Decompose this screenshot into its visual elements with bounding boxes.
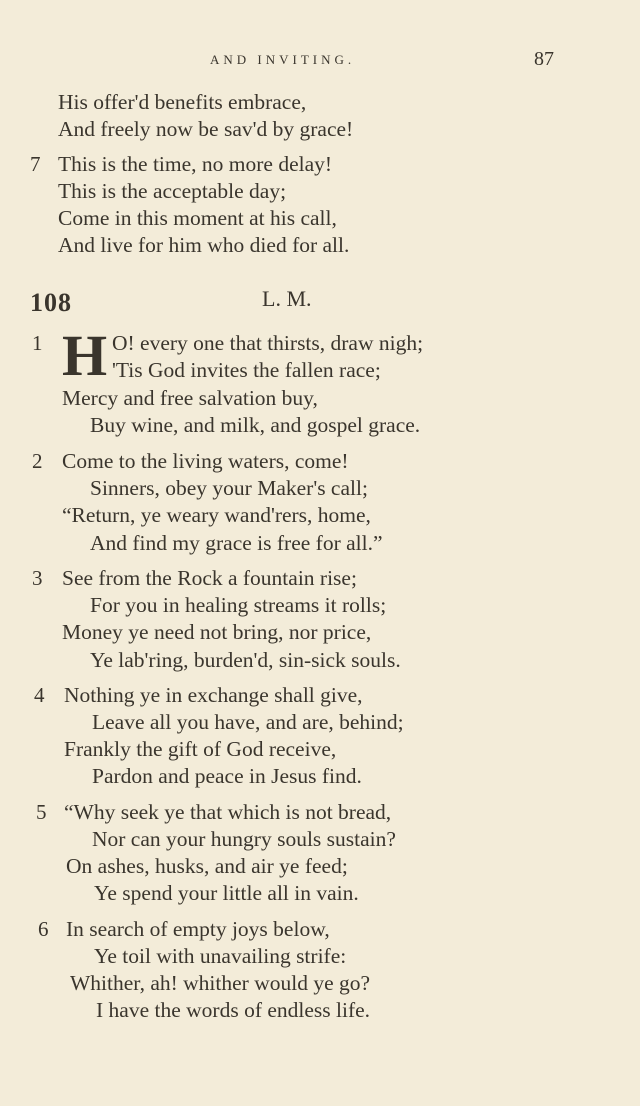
stanza-number: 4 [34,683,45,707]
verse-line: O! every one that thirsts, draw nigh; [112,331,424,355]
verse-line: For you in healing streams it rolls; [90,593,387,617]
stanza-number: 6 [38,917,49,941]
verse-line: Mercy and free salvation buy, [62,386,318,410]
stanza-number: 2 [32,449,43,473]
verse-line: See from the Rock a fountain rise; [62,566,357,590]
verse-line: Nothing ye in exchange shall give, [64,683,363,707]
verse-line: Buy wine, and milk, and gospel grace. [90,413,421,437]
verse-line: In search of empty joys below, [66,917,330,941]
verse-line: Ye spend your little all in vain. [94,881,359,905]
hymn-meter: L. M. [262,286,312,311]
hymn-number: 108 [30,288,72,317]
stanza-number: 3 [32,566,43,590]
verse-line: “Why seek ye that which is not bread, [64,800,392,824]
drop-cap: H [62,323,108,388]
verse-line: Sinners, obey your Maker's call; [90,476,368,500]
verse-line: On ashes, husks, and air ye feed; [66,854,348,878]
verse-line: And live for him who died for all. [58,233,350,257]
page-number: 87 [534,48,554,70]
verse-line: Ye lab'ring, burden'd, sin-sick souls. [90,648,401,672]
verse-line: Money ye need not bring, nor price, [62,620,372,644]
verse-line: I have the words of endless life. [96,998,371,1022]
verse-line: 'Tis God invites the fallen race; [112,358,381,382]
stanza-number: 7 [30,152,41,176]
verse-line: Pardon and peace in Jesus find. [92,764,362,788]
verse-line: And freely now be sav'd by grace! [58,117,354,141]
verse-line: Come to the living waters, come! [62,449,349,473]
verse-line: Come in this moment at his call, [58,206,337,230]
running-head [0,50,640,74]
stanza-number: 1 [32,331,43,355]
verse-line: This is the acceptable day; [58,179,287,203]
verse-line: Ye toil with unavailing strife: [94,944,347,968]
verse-line: This is the time, no more delay! [58,152,333,176]
verse-line: And find my grace is free for all.” [90,531,383,555]
verse-line: “Return, ye weary wand'rers, home, [62,503,371,527]
verse-line: Frankly the gift of God receive, [64,737,337,761]
verse-line: His offer'd benefits embrace, [58,90,307,114]
verse-line: Leave all you have, and are, behind; [92,710,404,734]
running-title: AND INVITING. [210,52,356,67]
verse-line: Nor can your hungry souls sustain? [92,827,396,851]
stanza-number: 5 [36,800,47,824]
verse-line: Whither, ah! whither would ye go? [70,971,371,995]
